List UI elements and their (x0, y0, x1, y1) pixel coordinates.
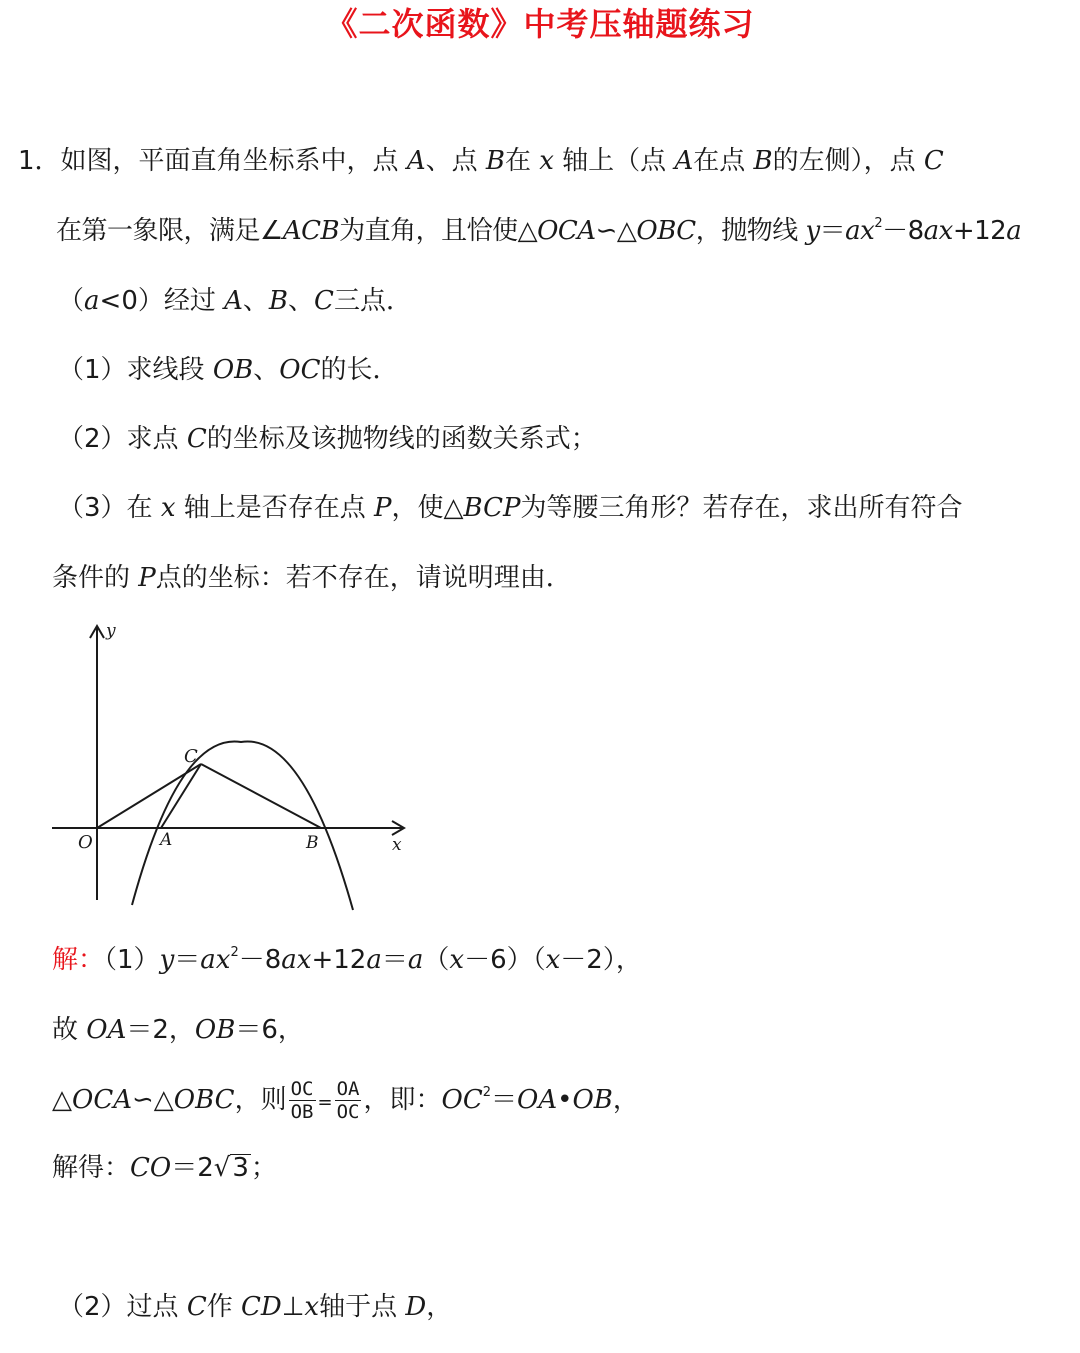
math: A (674, 146, 694, 176)
text: 作 (206, 1292, 241, 1322)
question-line-3 (58, 284, 412, 318)
text: ＝ (381, 945, 408, 975)
question-line-1 (18, 144, 944, 178)
math: A (406, 146, 426, 176)
text: 为等腰三角形？若存在，求出所有符合 (520, 493, 963, 523)
text: 的左侧），点 (772, 146, 924, 176)
text: 轴上是否存在点 (175, 493, 375, 523)
text: 在第一象限，满足∠ (56, 216, 283, 246)
question-part-3 (58, 491, 963, 525)
math: x (160, 493, 176, 523)
text: ⊥ (281, 1292, 305, 1322)
text: △ (52, 1085, 72, 1115)
text: ＝ (819, 216, 846, 246)
fraction-numerator: OC (290, 1078, 314, 1100)
text: －2）， (560, 945, 642, 975)
math: a (1006, 216, 1022, 246)
text: －6）（ (464, 945, 546, 975)
text: －8 (238, 945, 282, 975)
fraction-numerator: OA (336, 1078, 360, 1100)
page-title: 《二次函数》中考压轴题练习 (325, 5, 755, 43)
math: x (449, 945, 465, 975)
question-line-2 (56, 214, 1021, 248)
text: • (557, 1085, 573, 1115)
math: OA (517, 1085, 558, 1115)
text: －8 (882, 216, 924, 246)
text: ＝6， (235, 1015, 304, 1045)
text: （3）在 (58, 493, 161, 523)
text: 在点 (693, 146, 754, 176)
text: 轴上（点 (553, 146, 675, 176)
text: +12 (311, 945, 367, 975)
exponent: 2 (482, 1085, 491, 1100)
text: ∽△ (595, 216, 637, 246)
figure-svg (46, 618, 416, 918)
math: A (224, 286, 243, 316)
math: D (405, 1292, 427, 1322)
text: 、 (288, 286, 315, 316)
math: OCA (72, 1085, 132, 1115)
math: B (268, 286, 289, 316)
math: a (366, 945, 382, 975)
math: x (545, 945, 561, 975)
text: ； (250, 1153, 277, 1183)
math: C (314, 286, 334, 316)
label-c: C (184, 746, 198, 767)
math: B (753, 146, 773, 176)
exponent: 2 (874, 216, 883, 231)
math: OC (279, 355, 321, 385)
text: ＝2 (171, 1153, 214, 1183)
math: ax (281, 945, 312, 975)
math: y (805, 216, 820, 246)
text: ∽△ (132, 1085, 174, 1115)
segment-ca (161, 764, 201, 828)
text: （2）过点 (58, 1292, 187, 1322)
solution-line-2 (52, 1013, 304, 1047)
fraction-oc-ob (289, 1078, 316, 1123)
math: a (407, 945, 424, 975)
math: y (159, 945, 175, 975)
text: 在 (504, 146, 540, 176)
math: ax (923, 216, 953, 246)
math: C (186, 1292, 207, 1322)
text: （1）求线段 (58, 355, 213, 385)
label-o: O (78, 832, 93, 853)
math: OC (441, 1085, 483, 1115)
math: x (304, 1292, 320, 1322)
text: ，即： (363, 1085, 442, 1115)
fraction-oa-oc (335, 1078, 362, 1123)
text: 的坐标及该抛物线的函数关系式； (206, 424, 597, 454)
math: a (84, 286, 100, 316)
fraction-denominator: OC (336, 1101, 360, 1123)
text: ＝ (491, 1085, 518, 1115)
text: （ (423, 945, 450, 975)
text: 、 (253, 355, 280, 385)
math: OA (86, 1015, 127, 1045)
label-y: y (106, 621, 116, 641)
segment-cb (201, 764, 321, 828)
text: ， (612, 1085, 639, 1115)
math: CD (240, 1292, 282, 1322)
text: ， (426, 1292, 453, 1322)
math: OB (194, 1015, 236, 1045)
text: ＝2， (126, 1015, 195, 1045)
coordinate-figure (46, 618, 416, 918)
math: ACB (282, 216, 340, 246)
math: C (186, 424, 207, 454)
math: ax (200, 945, 231, 975)
text: 故 (52, 1015, 87, 1045)
question-part-3-cont (52, 561, 572, 595)
math: BCP (463, 493, 521, 523)
segment-oc (97, 764, 201, 828)
text: ，抛物线 (695, 216, 806, 246)
solution-line-5 (58, 1290, 452, 1324)
solution-line-4 (52, 1151, 277, 1185)
solution-line-1 (52, 943, 642, 977)
text: 的长． (320, 355, 399, 385)
math: P (138, 563, 156, 593)
text: 轴于点 (319, 1292, 406, 1322)
label-a: A (160, 830, 173, 850)
math: x (539, 146, 554, 176)
text: （2）求点 (58, 424, 187, 454)
math: OCA (537, 216, 596, 246)
fraction-denominator: OB (290, 1101, 314, 1123)
text: 、点 (425, 146, 486, 176)
math: CO (130, 1153, 172, 1183)
parabola-curve (132, 741, 353, 910)
exponent: 2 (230, 945, 239, 960)
text: 为直角，且恰使△ (339, 216, 538, 246)
math: ax (845, 216, 875, 246)
text: 点的坐标：若不存在，请说明理由． (155, 563, 572, 593)
text: +12 (952, 216, 1007, 246)
question-number: 1． (18, 146, 61, 176)
text: 条件的 (52, 563, 139, 593)
sqrt-sign: √ (213, 1153, 231, 1183)
label-x: x (392, 835, 402, 855)
text: = (317, 1092, 333, 1113)
text: 解得： (52, 1153, 131, 1183)
text: 、 (242, 286, 269, 316)
text: ＝ (174, 945, 201, 975)
sqrt-radicand: 3 (232, 1153, 249, 1183)
text: <0）经过 (99, 286, 225, 316)
solution-line-3 (52, 1077, 639, 1126)
question-part-2 (58, 422, 597, 456)
math: P (374, 493, 392, 523)
math: OB (212, 355, 254, 385)
math: C (923, 146, 944, 176)
solution-label: 解： (52, 945, 105, 975)
text: 三点． (333, 286, 412, 316)
text: ，则 (234, 1085, 287, 1115)
math: OBC (173, 1085, 235, 1115)
text: （1） (104, 945, 160, 975)
question-part-1 (58, 353, 398, 387)
math: B (485, 146, 505, 176)
label-b: B (306, 833, 319, 853)
text: （ (58, 286, 85, 316)
text: ，使△ (391, 493, 464, 523)
text: 如图，平面直角坐标系中，点 (60, 146, 407, 176)
math: OBC (636, 216, 696, 246)
math: OB (572, 1085, 613, 1115)
